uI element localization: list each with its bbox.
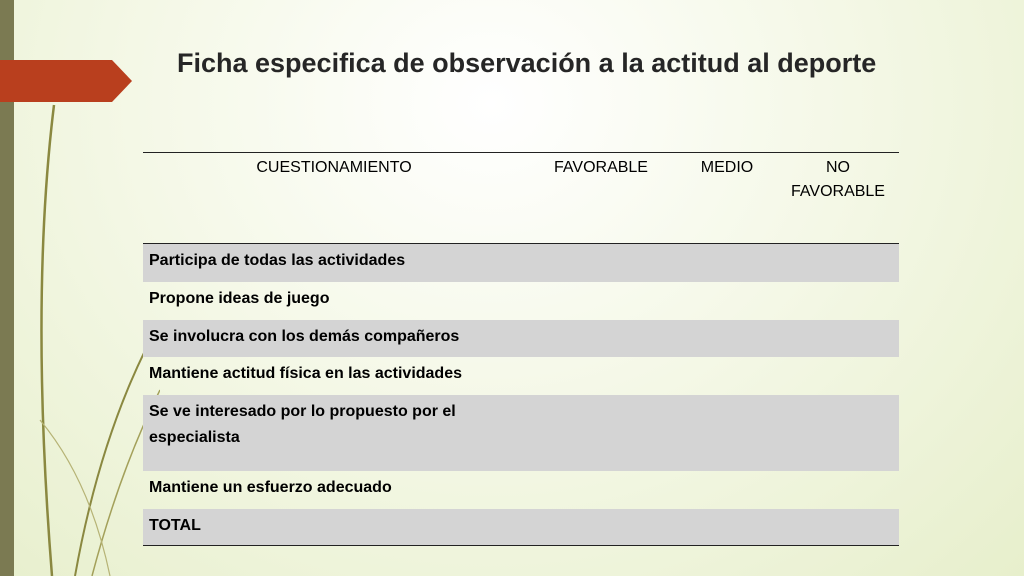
- criterion-cell: Mantiene un esfuerzo adecuado: [149, 478, 392, 496]
- no-favorable-cell: [777, 395, 899, 471]
- medio-cell: [677, 320, 777, 357]
- header-cuestionamiento: CUESTIONAMIENTO: [256, 159, 412, 176]
- header-row: [143, 153, 899, 244]
- header-favorable: FAVORABLE: [554, 159, 648, 176]
- table-row: [143, 282, 899, 320]
- favorable-cell: [525, 282, 677, 320]
- no-favorable-cell: [777, 282, 899, 320]
- table-row: [143, 395, 899, 471]
- slide-title: Ficha especifica de observación a la actitud al deporte: [177, 48, 877, 78]
- header-no-favorable: NO FAVORABLE: [791, 159, 885, 200]
- medio-cell: [677, 357, 777, 395]
- table-row: [143, 471, 899, 509]
- accent-arrow-tab: [0, 60, 132, 102]
- criterion-cell: Participa de todas las actividades: [143, 244, 525, 282]
- medio-cell: [677, 471, 777, 509]
- no-favorable-cell: [777, 357, 899, 395]
- no-favorable-cell: [777, 509, 899, 546]
- medio-cell: [677, 395, 777, 471]
- no-favorable-cell: [777, 471, 899, 509]
- no-favorable-cell: [777, 320, 899, 357]
- criterion-cell: Propone ideas de juego: [149, 289, 330, 307]
- favorable-cell: [525, 357, 677, 395]
- medio-cell: [677, 509, 777, 546]
- table-row: [143, 320, 899, 357]
- favorable-cell: [525, 244, 677, 282]
- observation-table: [143, 152, 899, 546]
- favorable-cell: [525, 471, 677, 509]
- total-label: TOTAL: [143, 509, 525, 546]
- no-favorable-cell: [777, 244, 899, 282]
- criterion-cell: Se involucra con los demás compañeros: [143, 320, 525, 357]
- table-row: [143, 357, 899, 395]
- favorable-cell: [525, 320, 677, 357]
- favorable-cell: [525, 395, 677, 471]
- favorable-cell: [525, 509, 677, 546]
- medio-cell: [677, 282, 777, 320]
- criterion-cell: Se ve interesado por lo propuesto por el especialista: [143, 395, 525, 471]
- total-row: [143, 509, 899, 546]
- header-medio: MEDIO: [700, 159, 754, 176]
- medio-cell: [677, 244, 777, 282]
- criterion-cell: Mantiene actitud física en las actividades: [149, 364, 462, 382]
- table-row: [143, 244, 899, 282]
